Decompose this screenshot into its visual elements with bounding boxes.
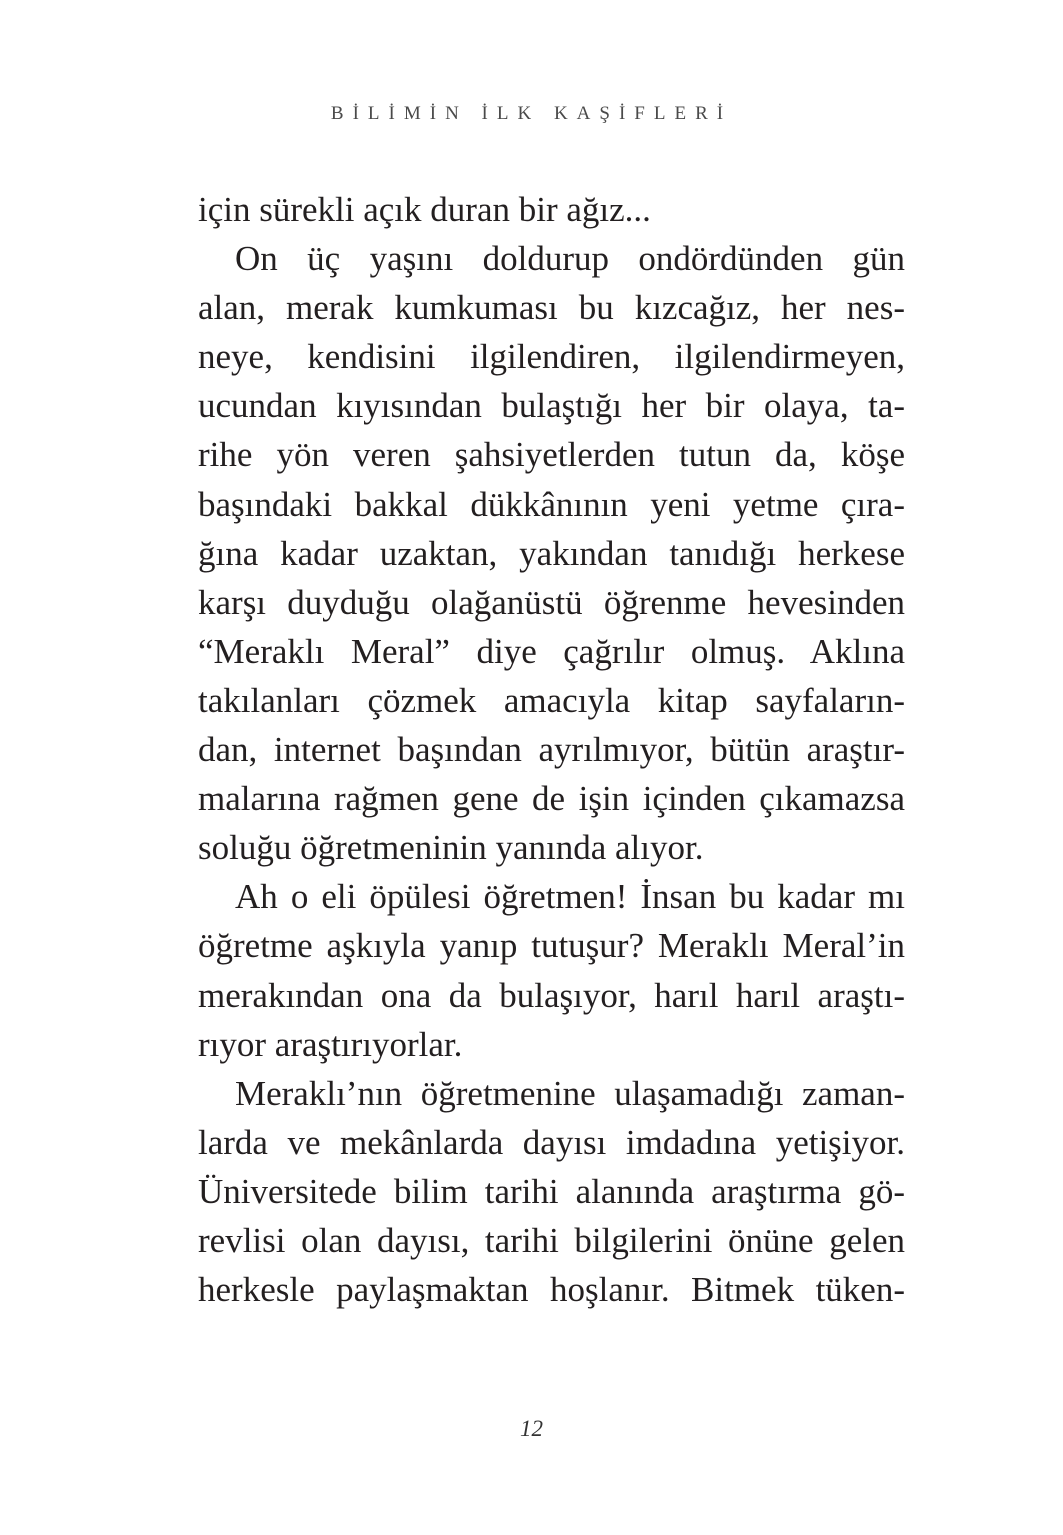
text-line: Ah o eli öpülesi öğretmen! İnsan bu kadar mı [235, 877, 905, 917]
text-line: karşı duyduğu olağanüstü öğrenme hevesinden [198, 582, 905, 622]
running-head: BİLİMİN İLK KAŞİFLERİ [330, 103, 733, 124]
text-line: merakından ona da bulaşıyor, harıl harıl araştı- [198, 975, 905, 1015]
text-line: rıyor araştırıyorlar. [198, 1024, 463, 1064]
text-line: ğına kadar uzaktan, yakından tanıdığı herkese [198, 533, 905, 573]
text-line: malarına rağmen gene de işin içinden çıkamazsa [198, 779, 905, 819]
text-line: Meraklı’nın öğretmenine ulaşamadığı zaman- [235, 1073, 905, 1113]
text-line: için sürekli açık duran bir ağız... [198, 190, 651, 229]
text-line: alan, merak kumkuması bu kızcağız, her nes- [198, 288, 905, 328]
text-line: Üniversitede bilim tarihi alanında araştırma gö- [198, 1171, 905, 1211]
text-line: takılanları çözmek amacıyla kitap sayfaların- [198, 680, 905, 720]
text-line: dan, internet başından ayrılmıyor, bütün araştır- [198, 730, 905, 770]
text-line: öğretme aşkıyla yanıp tutuşur? Meraklı Meral’in [198, 926, 905, 966]
text-line: “Meraklı Meral” diye çağrılır olmuş. Aklına [198, 631, 905, 671]
body-text [198, 185, 905, 1314]
text-line: neye, kendisini ilgilendiren, ilgilendirmeyen, [198, 337, 905, 377]
text-line: revlisi olan dayısı, tarihi bilgilerini önüne gelen [198, 1220, 905, 1260]
text-line: herkesle paylaşmaktan hoşlanır. Bitmek tüken- [198, 1270, 905, 1310]
text-line: başındaki bakkal dükkânının yeni yetme çıra- [198, 484, 905, 524]
text-line: ucundan kıyısından bulaştığı her bir olaya, ta- [198, 386, 905, 426]
text-line: soluğu öğretmeninin yanında alıyor. [198, 828, 704, 868]
text-line: On üç yaşını doldurup ondördünden gün [235, 239, 905, 279]
page-number: 12 [520, 1416, 543, 1441]
text-line: rihe yön veren şahsiyetlerden tutun da, köşe [198, 435, 905, 475]
text-line: larda ve mekânlarda dayısı imdadına yetişiyor. [198, 1122, 905, 1162]
